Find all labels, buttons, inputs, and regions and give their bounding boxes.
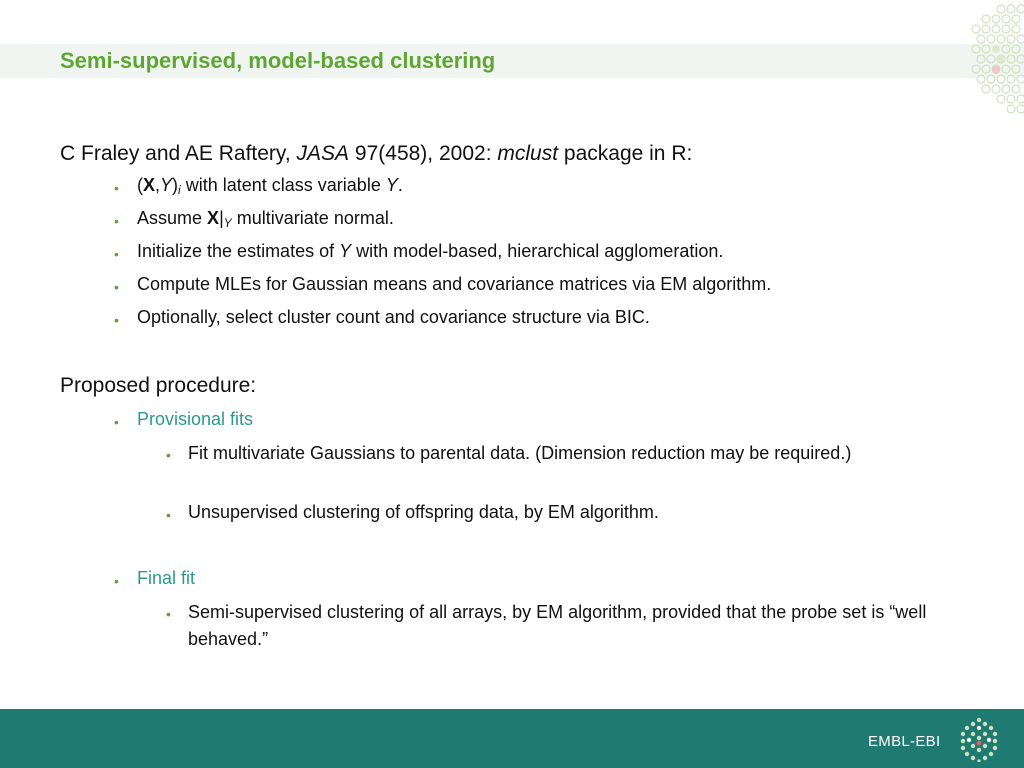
bullet-initialize xyxy=(137,241,723,262)
bullet-icon: • xyxy=(114,312,119,328)
var-y: Y xyxy=(160,175,173,195)
bullet-icon: • xyxy=(114,573,119,589)
paren-open: ( xyxy=(137,175,143,195)
brand-name: EMBL-EBI xyxy=(868,733,941,750)
var-x: X xyxy=(143,175,156,195)
reference-journal: JASA xyxy=(296,142,350,165)
conditional-bar: | xyxy=(219,208,224,228)
bullet-text: multivariate normal. xyxy=(236,208,394,228)
bullet-assume xyxy=(137,208,394,229)
bullet-data-pair xyxy=(137,175,403,196)
final-fit-label: Final fit xyxy=(137,568,196,588)
var-y: Y xyxy=(385,175,398,195)
slide-title: Semi-supervised, model-based clustering xyxy=(60,48,496,73)
bullet-icon: • xyxy=(114,414,119,430)
bullet-icon: • xyxy=(166,606,171,622)
provisional-item-2: Unsupervised clustering of offspring data, by EM algorithm. xyxy=(188,502,659,522)
bullet-icon: • xyxy=(114,246,119,262)
provisional-item-1: Fit multivariate Gaussians to parental data. (Dimension reduction may be required.) xyxy=(188,443,852,463)
subscript-y: Y xyxy=(223,216,232,230)
var-y: Y xyxy=(339,241,352,261)
procedure-heading: Proposed procedure: xyxy=(60,374,257,397)
embl-ebi-hexagon-logo-icon xyxy=(956,716,1002,762)
bullet-text: Assume xyxy=(137,208,203,228)
final-item-1: Semi-supervised clustering of all arrays, by EM algorithm, provided that the probe set is “well behaved.” xyxy=(188,602,927,649)
bullet-text: with latent class variable xyxy=(185,175,381,195)
bullet-text: Initialize the estimates of xyxy=(137,241,335,261)
bullet-optionally: Optionally, select cluster count and covariance structure via BIC. xyxy=(137,307,650,327)
bullet-icon: • xyxy=(114,279,119,295)
bullet-icon: • xyxy=(166,507,171,523)
bullet-compute: Compute MLEs for Gaussian means and covariance matrices via EM algorithm. xyxy=(137,274,772,294)
bullet-icon: • xyxy=(114,213,119,229)
decorative-dots-icon xyxy=(965,0,1024,120)
var-x: X xyxy=(207,208,220,228)
period: . xyxy=(397,175,403,195)
reference-volume: 97(458), 2002: xyxy=(354,142,492,165)
bullet-icon: • xyxy=(114,180,119,196)
reference-authors: C Fraley and AE Raftery, xyxy=(60,142,291,165)
bullet-icon: • xyxy=(166,447,171,463)
reference-line xyxy=(60,142,692,166)
comma: , xyxy=(155,175,161,195)
reference-tail: package in R: xyxy=(563,142,693,165)
subscript-i: i xyxy=(178,183,181,197)
reference-package: mclust xyxy=(497,142,559,165)
bullet-text: with model-based, hierarchical agglomeration. xyxy=(356,241,724,261)
provisional-fits-label: Provisional fits xyxy=(137,409,254,429)
paren-close: ) xyxy=(172,175,179,195)
